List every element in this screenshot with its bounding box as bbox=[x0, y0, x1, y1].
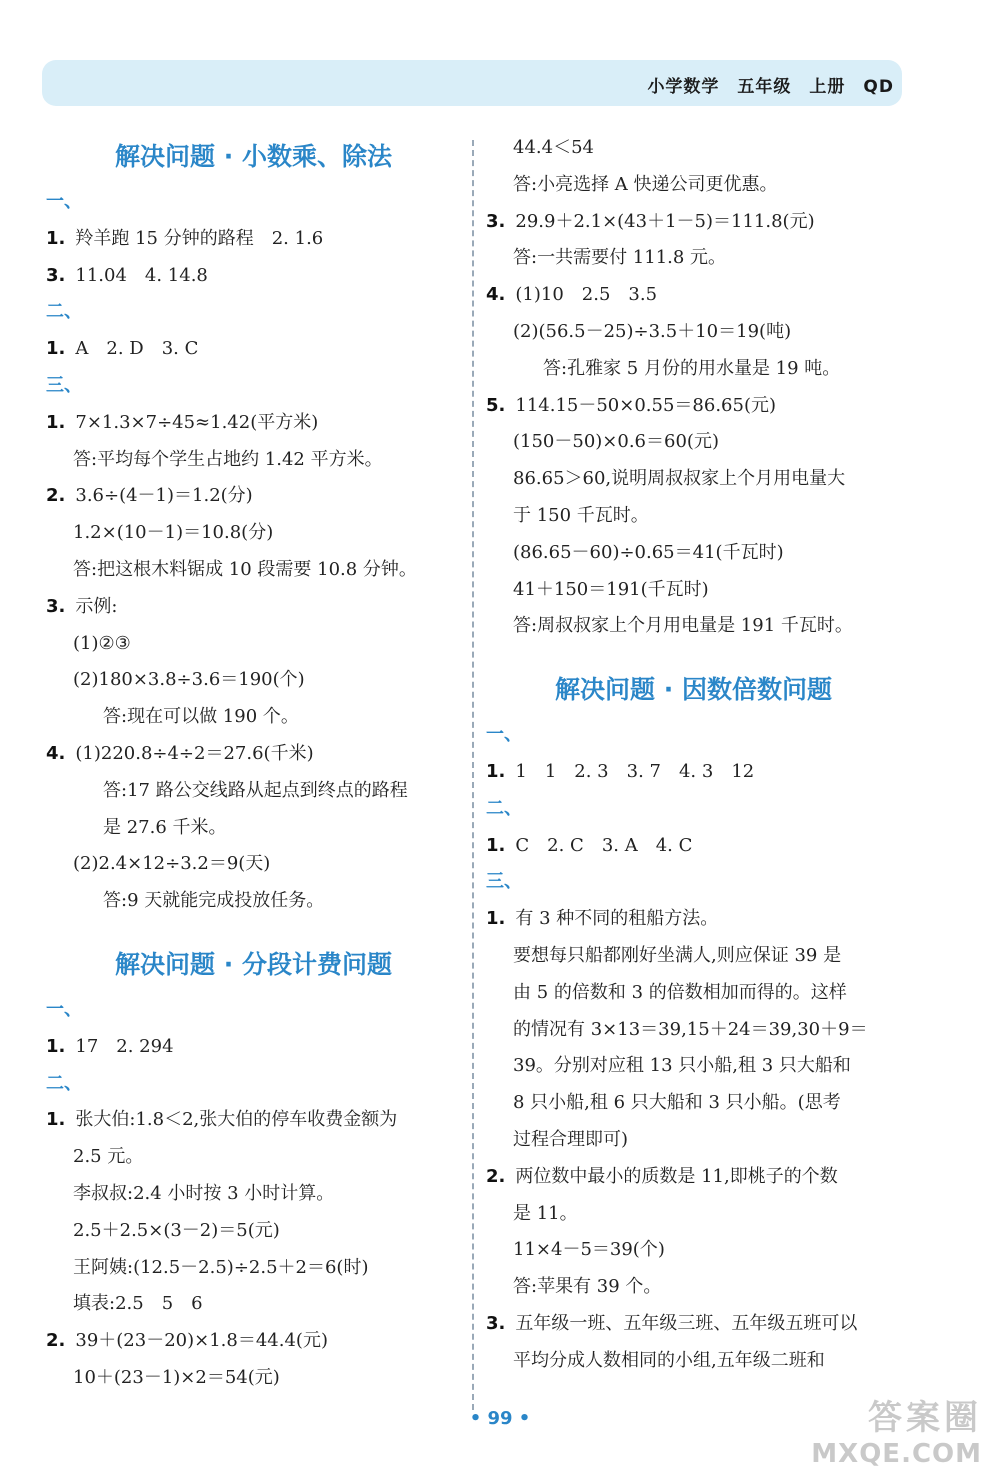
answer-line: 8 只小船,租 6 只大船和 3 只小船。(思考 bbox=[513, 1092, 841, 1114]
answer-text: 张大伯:1.8＜2,张大伯的停车收费金额为 bbox=[75, 1109, 398, 1131]
item-number: 2. bbox=[46, 1330, 66, 1352]
answer-line: 李叔叔:2.4 小时按 3 小时计算。 bbox=[73, 1182, 335, 1204]
answer-line bbox=[486, 754, 901, 791]
watermark-logo bbox=[811, 1390, 982, 1469]
item-number: 1. bbox=[46, 338, 66, 360]
left-column bbox=[46, 130, 461, 1397]
answer-text: C 2. C 3. A 4. C bbox=[515, 834, 693, 856]
answer-text: 39＋(23－20)×1.8＝44.4(元) bbox=[75, 1330, 328, 1352]
answer-text: 17 2. 294 bbox=[75, 1035, 174, 1057]
answer-text: 1 1 2. 3 3. 7 4. 3 12 bbox=[515, 760, 755, 782]
section-title-factors: 解决问题 · 因数倍数问题 bbox=[555, 675, 832, 705]
answer-line bbox=[46, 736, 461, 773]
answer-line bbox=[486, 204, 901, 241]
item-number: 3. bbox=[486, 1312, 506, 1334]
part-label: 一、 bbox=[486, 724, 522, 746]
section-title-decimal: 解决问题 · 小数乘、除法 bbox=[115, 142, 392, 171]
book-info: 小学数学 五年级 上册 QD bbox=[647, 77, 894, 97]
answer-line bbox=[486, 828, 901, 865]
answer-line: 2.5＋2.5×(3－2)＝5(元) bbox=[73, 1219, 280, 1241]
part-label: 二、 bbox=[46, 1072, 82, 1094]
part-label: 一、 bbox=[46, 998, 82, 1020]
item-number: 3. bbox=[46, 595, 66, 617]
answer-line: 1.2×(10－1)＝10.8(分) bbox=[73, 522, 274, 544]
answer-line: 由 5 的倍数和 3 的倍数相加而得的。这样 bbox=[513, 981, 847, 1003]
answer-line: 要想每只船都刚好坐满人,则应保证 39 是 bbox=[513, 944, 842, 966]
answer-line: (2)2.4×12÷3.2＝9(天) bbox=[73, 853, 271, 875]
answer-line bbox=[486, 901, 901, 938]
answer-line bbox=[486, 1306, 901, 1343]
answer-line: 答:现在可以做 190 个。 bbox=[103, 706, 299, 728]
answer-line: 的情况有 3×13＝39,15＋24＝39,30＋9＝ bbox=[513, 1018, 868, 1040]
answer-text: 114.15－50×0.55＝86.65(元) bbox=[515, 394, 776, 416]
item-number: 4. bbox=[486, 284, 506, 306]
answer-line: 答:一共需要付 111.8 元。 bbox=[513, 247, 727, 269]
answer-line bbox=[486, 277, 901, 314]
page-number: • 99 • bbox=[469, 1408, 531, 1429]
answer-line: 答:苹果有 39 个。 bbox=[513, 1276, 662, 1298]
answer-line bbox=[46, 221, 461, 258]
item-number: 1. bbox=[486, 834, 506, 856]
column-divider bbox=[472, 140, 474, 1410]
item-number: 1. bbox=[486, 908, 506, 930]
answer-line: (2)180×3.8÷3.6＝190(个) bbox=[73, 669, 305, 691]
answer-text: 五年级一班、五年级三班、五年级五班可以 bbox=[515, 1312, 858, 1334]
item-number: 1. bbox=[486, 760, 506, 782]
answer-line bbox=[46, 478, 461, 515]
answer-line: 44.4＜54 bbox=[513, 137, 594, 158]
item-number: 5. bbox=[486, 394, 506, 416]
answer-text: 3.6÷(4－1)＝1.2(分) bbox=[75, 485, 253, 507]
answer-line: (1)②③ bbox=[73, 632, 131, 654]
answer-text: 羚羊跑 15 分钟的路程 2. 1.6 bbox=[75, 227, 324, 249]
item-number: 3. bbox=[46, 264, 66, 286]
answer-line: 10＋(23－1)×2＝54(元) bbox=[73, 1366, 280, 1388]
answer-line bbox=[46, 1102, 461, 1139]
item-number: 3. bbox=[486, 210, 506, 232]
answer-line: 填表:2.5 5 6 bbox=[73, 1293, 203, 1315]
part-label: 三、 bbox=[486, 871, 522, 893]
answer-text: A 2. D 3. C bbox=[75, 338, 199, 360]
answer-line: 41＋150＝191(千瓦时) bbox=[513, 578, 709, 600]
right-column bbox=[486, 130, 901, 1380]
answer-text: 11.04 4. 14.8 bbox=[75, 264, 208, 286]
watermark-text-cn: 答案圈 bbox=[868, 1398, 982, 1438]
answer-line bbox=[46, 1029, 461, 1066]
part-label: 二、 bbox=[486, 797, 522, 819]
answer-line: (2)(56.5－25)÷3.5＋10＝19(吨) bbox=[513, 320, 792, 342]
answer-line bbox=[486, 388, 901, 425]
answer-line: 11×4－5＝39(个) bbox=[513, 1239, 665, 1261]
answer-line bbox=[46, 589, 461, 626]
item-number: 2. bbox=[486, 1165, 506, 1187]
answer-line bbox=[46, 405, 461, 442]
item-number: 1. bbox=[46, 227, 66, 249]
item-number: 1. bbox=[46, 1109, 66, 1131]
answer-line: 39。分别对应租 13 只小船,租 3 只大船和 bbox=[513, 1055, 851, 1077]
answer-text: (1)10 2.5 3.5 bbox=[515, 284, 658, 306]
item-number: 1. bbox=[46, 1035, 66, 1057]
section-title-tiered-fee: 解决问题 · 分段计费问题 bbox=[115, 949, 392, 979]
answer-line: 是 11。 bbox=[513, 1202, 578, 1224]
answer-line: 答:把这根木料锯成 10 段需要 10.8 分钟。 bbox=[73, 558, 417, 580]
answer-line: 王阿姨:(12.5－2.5)÷2.5＋2＝6(时) bbox=[73, 1256, 369, 1278]
answer-line bbox=[486, 1159, 901, 1196]
answer-line: 答:小亮选择 A 快递公司更优惠。 bbox=[513, 173, 778, 195]
answer-line: 答:孔雅家 5 月份的用水量是 19 吨。 bbox=[543, 357, 841, 379]
answer-line: 平均分成人数相同的小组,五年级二班和 bbox=[513, 1349, 825, 1371]
answer-line: 于 150 千瓦时。 bbox=[513, 504, 649, 526]
answer-line: (86.65－60)÷0.65＝41(千瓦时) bbox=[513, 541, 784, 563]
answer-line: 答:平均每个学生占地约 1.42 平方米。 bbox=[73, 448, 383, 470]
answer-line: 86.65＞60,说明周叔叔家上个月用电量大 bbox=[513, 468, 846, 490]
item-number: 2. bbox=[46, 485, 66, 507]
answer-line bbox=[46, 331, 461, 368]
answer-text: 29.9＋2.1×(43＋1－5)＝111.8(元) bbox=[515, 210, 815, 232]
part-label: 二、 bbox=[46, 301, 82, 323]
item-number: 1. bbox=[46, 411, 66, 433]
part-label: 一、 bbox=[46, 191, 82, 212]
answer-text: 示例: bbox=[75, 595, 118, 617]
answer-line bbox=[46, 258, 461, 295]
answer-line: 答:周叔叔家上个月用电量是 191 千瓦时。 bbox=[513, 615, 853, 637]
answer-text: (1)220.8÷4÷2＝27.6(千米) bbox=[75, 742, 314, 764]
answer-line: 答:17 路公交线路从起点到终点的路程 bbox=[103, 779, 408, 801]
watermark-text-en: MXQE.COM bbox=[811, 1439, 982, 1469]
answer-text: 7×1.3×7÷45≈1.42(平方米) bbox=[75, 411, 319, 433]
answer-line: 答:9 天就能完成投放任务。 bbox=[103, 890, 325, 912]
item-number: 4. bbox=[46, 742, 66, 764]
answer-text: 有 3 种不同的租船方法。 bbox=[515, 908, 719, 930]
part-label: 三、 bbox=[46, 374, 82, 396]
answer-text: 两位数中最小的质数是 11,即桃子的个数 bbox=[515, 1165, 838, 1187]
answer-line: 过程合理即可) bbox=[513, 1128, 629, 1150]
answer-line: 2.5 元。 bbox=[73, 1146, 144, 1168]
answer-line: 是 27.6 千米。 bbox=[103, 816, 227, 838]
answer-line bbox=[46, 1323, 461, 1360]
answer-line: (150－50)×0.6＝60(元) bbox=[513, 431, 719, 453]
